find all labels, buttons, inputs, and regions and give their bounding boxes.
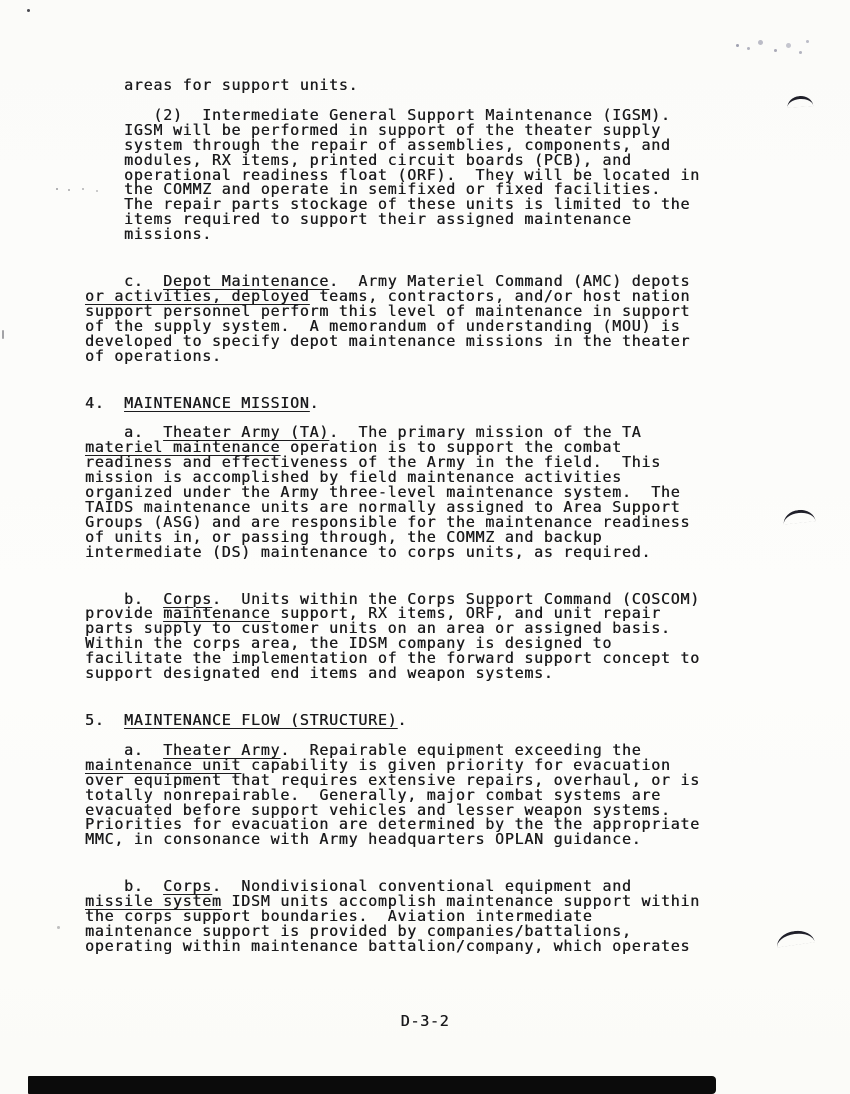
para-4b-corps (85, 589, 785, 683)
text-line: organized under the Army three-level maintenance system. The (85, 483, 681, 502)
text-line: system through the repair of assemblies, components, and (85, 135, 671, 154)
text-line: materiel maintenance operation is to support the combat (85, 438, 622, 457)
text-line: items required to support their assigned maintenance (85, 210, 632, 229)
underlined-text: or activities, deployed (85, 286, 310, 305)
document-body (85, 78, 785, 954)
heading-5-maintenance-flow (85, 713, 785, 728)
text-line: Within the corps area, the IDSM company is designed to (85, 634, 613, 653)
scan-dash-right-middle (782, 508, 815, 524)
heading-4-maintenance-mission (85, 393, 785, 412)
text-line: a. Theater Army (TA). The primary mission of the TA (85, 423, 642, 442)
text-line: operational readiness float (ORF). They will be located in (85, 165, 700, 184)
text-line: MMC, in consonance with Army headquarters OPLAN guidance. (85, 830, 642, 849)
para-2-igsm (85, 105, 785, 244)
text-line: maintenance support is provided by companies/battalions, (85, 921, 632, 940)
text-line: 4. MAINTENANCE MISSION. (85, 393, 320, 412)
text-line: of operations. (85, 346, 222, 365)
text-line: of units in, or passing through, the COMMZ and backup (85, 527, 603, 546)
scan-speck-lower-left (57, 926, 60, 929)
scan-dash-right-top (787, 95, 814, 108)
text-line: Groups (ASG) and are responsible for the maintenance readiness (85, 512, 691, 531)
underlined-text: maintenance unit (85, 755, 242, 774)
text-line: the COMMZ and operate in semifixed or fixed facilities. (85, 180, 661, 199)
page-number: D-3-2 (400, 1012, 450, 1030)
text-line: intermediate (DS) maintenance to corps units, as required. (85, 542, 652, 561)
underlined-text: Theater Army (163, 740, 281, 759)
text-line: support personnel perform this level of maintenance in support (85, 301, 691, 320)
text-line: areas for support units. (85, 76, 359, 94)
text-line: evacuated before support vehicles and lesser weapon systems. (85, 800, 671, 819)
text-line: missile system IDSM units accomplish maintenance support within (85, 892, 700, 911)
text-line: mission is accomplished by field maintenance activities (85, 468, 622, 487)
scan-specks-left-margin (56, 188, 58, 190)
text-line: 5. MAINTENANCE FLOW (STRUCTURE). (85, 711, 408, 729)
text-line: TAIDS maintenance units are normally assigned to Area Support (85, 497, 681, 516)
underlined-text: Theater Army (TA) (163, 423, 330, 442)
text-line: support designated end items and weapon systems. (85, 664, 554, 683)
text-line: missions. (85, 225, 212, 244)
text-line: totally nonrepairable. Generally, major combat systems are (85, 785, 661, 804)
scan-mark-left-edge (2, 330, 4, 339)
text-line: b. Corps. Units within the Corps Support Command (COSCOM) (85, 589, 700, 608)
text-line: c. Depot Maintenance. Army Materiel Command (AMC) depots (85, 272, 691, 291)
text-line: b. Corps. Nondivisional conventional equipment and (85, 877, 632, 896)
para-4a-theater-army (85, 425, 785, 559)
text-line: parts supply to customer units on an area or assigned basis. (85, 619, 671, 638)
text-line: provide maintenance support, RX items, ORF, and unit repair (85, 604, 661, 623)
text-line: maintenance unit capability is given priority for evacuation (85, 755, 671, 774)
text-line: operating within maintenance battalion/company, which operates (85, 936, 691, 955)
text-line: over equipment that requires extensive repairs, overhaul, or is (85, 770, 700, 789)
para-c-depot-maintenance (85, 274, 785, 363)
scan-speck-top-left (27, 9, 30, 12)
para-continuation (85, 78, 785, 93)
text-line: Priorities for evacuation are determined by the the appropriate (85, 815, 700, 834)
underlined-text: missile system (85, 892, 222, 911)
underlined-text: Corps (163, 589, 212, 608)
text-line: developed to specify depot maintenance missions in the theater (85, 331, 691, 350)
text-line: (2) Intermediate General Support Maintenance (IGSM). (85, 105, 671, 124)
underlined-text: MAINTENANCE FLOW (STRUCTURE) (124, 711, 398, 729)
underlined-text: Depot Maintenance (163, 272, 330, 291)
underlined-text: Corps (163, 877, 212, 896)
text-line: a. Theater Army. Repairable equipment exceeding the (85, 740, 642, 759)
text-line: The repair parts stockage of these units is limited to the (85, 195, 691, 214)
scan-smudge-top-right (736, 44, 739, 47)
text-line: readiness and effectiveness of the Army in the field. This (85, 453, 661, 472)
underlined-text: MAINTENANCE MISSION (124, 393, 310, 412)
text-line: of the supply system. A memorandum of understanding (MOU) is (85, 316, 681, 335)
text-line: or activities, deployed teams, contractors, and/or host nation (85, 286, 691, 305)
text-line: IGSM will be performed in support of the theater supply (85, 120, 661, 139)
underlined-text: materiel maintenance (85, 438, 281, 457)
underlined-text: maintenance (163, 604, 271, 623)
para-5a-theater-army (85, 740, 785, 849)
text-line: modules, RX items, printed circuit boards (PCB), and (85, 150, 632, 169)
para-5b-corps (85, 879, 785, 954)
text-line: the corps support boundaries. Aviation intermediate (85, 907, 593, 926)
text-line: facilitate the implementation of the forward support concept to (85, 649, 700, 668)
scan-black-bar-bottom (28, 1076, 716, 1094)
